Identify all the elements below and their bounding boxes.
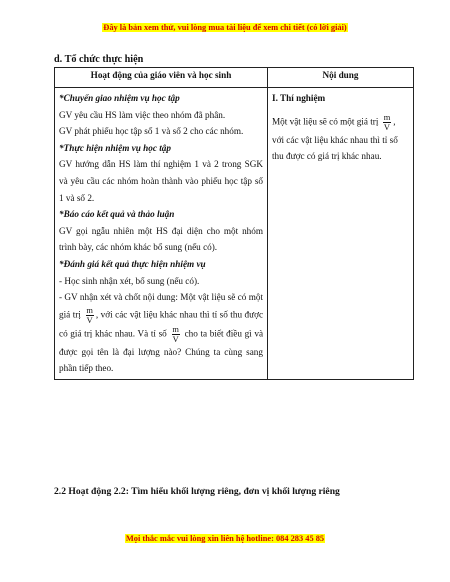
activity-heading: 2.2 Hoạt động 2.2: Tìm hiểu khối lượng riêng, đơn vị khối lượng riêng [54,486,340,497]
hotline-text: Mọi thắc mắc vui lòng xin liên hệ hotline: 084 283 45 85 [125,534,325,543]
paragraph: GV gọi ngẫu nhiên một HS đại diện cho một nhóm trình bày, các nhóm khác bổ sung (nếu có). [59,225,263,253]
step-heading-perform-task: *Thực hiện nhiệm vụ học tập [59,142,171,153]
hotline-banner [0,534,450,543]
header-content: Nội dung [268,68,414,88]
fraction-m-over-v: $\frac{m}{V}$ [383,112,391,132]
step-heading-assign-task: *Chuyển giao nhiệm vụ học tập [59,93,180,103]
step-heading-report-discuss: *Báo cáo kết quả và thảo luận [59,209,175,220]
paragraph: GV hướng dẫn HS làm thí nghiệm 1 và 2 trong SGK và yêu cầu các nhóm hoàn thành vào phiếu học tập số 1 và số 2. [59,159,263,203]
content-cell [268,88,414,380]
section-title: d. Tổ chức thực hiện [54,54,144,65]
paragraph: GV yêu cầu HS làm việc theo nhóm đã phân. [59,109,226,120]
content-paragraph: Một vật liệu sẽ có một giá trị $\frac{m}{V}$ , với các vật liệu khác nhau thì tỉ số thu được có giá trị khác nhau. [272,112,398,162]
preview-notice-banner [0,23,450,32]
paragraph-conclusion: - GV nhận xét và chốt nội dung: Một vật liệu sẽ có một giá trị $\frac{m}{V}$ , với các vật liệu khác nhau thì tỉ số thu được có giá trị khác nhau. Và tỉ số $\frac{m}{V}$ cho ta biết điều gì và được gọi tên là đại lượng nào? Chúng ta cùng sang phần tiếp theo. [59,292,264,374]
step-heading-evaluate-results: *Đánh giá kết quả thực hiện nhiệm vụ [59,258,206,269]
table-row [55,88,414,380]
header-teacher-student-activities: Hoạt động của giáo viên và học sinh [55,68,268,88]
content-heading: I. Thí nghiệm [272,93,326,103]
paragraph: GV phát phiếu học tập số 1 và số 2 cho các nhóm. [59,126,244,137]
fraction-m-over-v: $\frac{m}{V}$ [86,305,93,325]
table-header-row [55,68,414,88]
paragraph: - Học sinh nhận xét, bổ sung (nếu có). [59,275,200,286]
activity-table [54,67,414,380]
activities-cell [55,88,268,380]
fraction-m-over-v: $\frac{m}{V}$ [172,324,179,344]
preview-notice-text: Đây là bản xem thử, vui lòng mua tài liệu để xem chi tiết (có lời giải) [103,23,347,32]
